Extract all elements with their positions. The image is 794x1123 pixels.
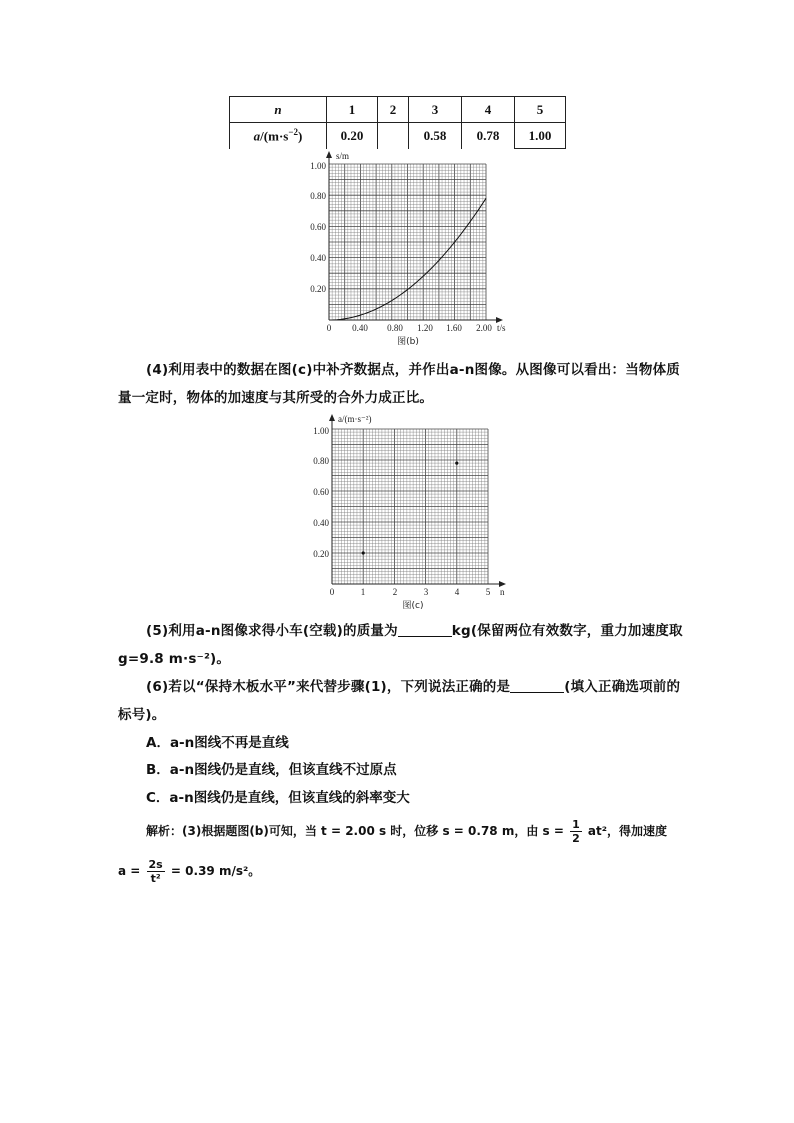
table-cell: 0.20 (327, 123, 378, 149)
x-tick-label: 2 (392, 587, 398, 597)
x-tick-label: 1.60 (446, 323, 462, 333)
answer-blank-5[interactable] (398, 622, 452, 637)
y-tick-label: 0.60 (313, 487, 329, 497)
y-tick-labels (313, 426, 329, 559)
x-axis-label: n (500, 587, 505, 597)
option-c: C．a-n图线仍是直线，但该直线的斜率变大 (146, 790, 410, 806)
x-tick-label: 3 (423, 587, 429, 597)
solution-line-2 (118, 858, 260, 885)
table-header-cell: 1 (327, 97, 378, 123)
table-header-cell: 3 (409, 97, 462, 123)
x-tick-labels (327, 323, 493, 333)
row-label-var: a (253, 128, 261, 144)
paragraph-4: (4)利用表中的数据在图(c)中补齐数据点，并作出a-n图像。从图像可以看出：当物体质量一定时，物体的加速度与其所受的合外力成正比。 (118, 362, 680, 406)
table-header-cell: n (230, 97, 327, 123)
figure-c-chart (300, 412, 530, 614)
p5-text-a: (5)利用a-n图像求得小车(空载)的质量为 (146, 623, 398, 639)
y-tick-label: 0.60 (310, 222, 326, 232)
x-tick-label: 0 (329, 587, 335, 597)
y-axis-label: s/m (336, 151, 350, 161)
x-tick-labels (330, 587, 491, 597)
figure-b-caption: 图(b) (397, 337, 419, 347)
answer-blank-6[interactable] (510, 678, 564, 693)
y-axis-arrow-icon (329, 414, 335, 421)
row-label-close: ) (297, 128, 303, 144)
x-axis-label: t/s (497, 323, 506, 333)
table-header-cell: 5 (515, 97, 566, 123)
data-table (229, 96, 566, 149)
fraction-2s-t2 (147, 858, 165, 885)
row-label-unit: /(m·s (260, 128, 289, 144)
table-header-cell: 2 (378, 97, 409, 123)
y-axis-label: a/(m·s⁻²) (338, 414, 372, 424)
table-cell: 0.58 (409, 123, 462, 149)
fraction-half (570, 818, 582, 845)
y-tick-label: 1.00 (313, 426, 329, 436)
x-tick-label: 1 (360, 587, 366, 597)
fraction-denominator: t² (150, 872, 161, 885)
fraction-numerator: 1 (572, 818, 580, 831)
y-axis-arrow-icon (326, 151, 332, 158)
option-a: A．a-n图线不再是直线 (146, 735, 289, 751)
y-tick-label: 0.20 (313, 549, 329, 559)
table-row-label (230, 123, 327, 149)
x-tick-label: 0.40 (352, 323, 368, 333)
sol1-text-a: 解析：(3)根据题图(b)可知，当 t = 2.00 s 时，位移 s = 0.78 m，由 s = (146, 824, 564, 838)
sol2-text-b: = 0.39 m/s²。 (170, 864, 261, 878)
option-b: B．a-n图线仍是直线，但该直线不过原点 (146, 762, 397, 778)
data-point (362, 551, 365, 554)
y-tick-labels (310, 161, 326, 294)
p5-text-b: kg(保留两位有效数字，重力加速度取g=9.8 m·s⁻²)。 (118, 623, 683, 667)
row-label-exp: −2 (288, 127, 298, 138)
x-tick-label: 4 (454, 587, 460, 597)
figure-b-grid (329, 164, 486, 320)
table-cell (378, 123, 409, 149)
y-tick-label: 1.00 (310, 161, 326, 171)
sol1-text-b: at²，得加速度 (587, 824, 668, 838)
y-tick-label: 0.80 (313, 456, 329, 466)
p6-text-a: (6)若以“保持木板水平”来代替步骤(1)，下列说法正确的是 (146, 679, 511, 695)
solution-line-1 (146, 818, 667, 845)
x-tick-label: 0 (326, 323, 332, 333)
y-tick-label: 0.20 (310, 284, 326, 294)
x-tick-label: 0.80 (387, 323, 403, 333)
fraction-denominator: 2 (572, 832, 580, 845)
table-cell: 0.78 (462, 123, 515, 149)
x-tick-label: 2.00 (476, 323, 492, 333)
y-tick-label: 0.40 (313, 518, 329, 528)
sol2-text-a: a = (118, 864, 141, 878)
table-row (230, 123, 566, 149)
table-cell: 1.00 (515, 123, 566, 149)
figure-b-chart (300, 150, 530, 350)
x-tick-label: 1.20 (417, 323, 433, 333)
x-tick-label: 5 (485, 587, 491, 597)
figure-c-grid (332, 429, 488, 584)
data-point (455, 462, 458, 465)
p6-text-b: (填入正确选项前的标号)。 (118, 679, 681, 723)
paragraph-5 (118, 617, 683, 673)
table-header-row (230, 97, 566, 123)
fraction-numerator: 2s (148, 858, 163, 871)
figure-c-caption: 图(c) (402, 601, 424, 611)
y-tick-label: 0.80 (310, 191, 326, 201)
table-header-cell: 4 (462, 97, 515, 123)
paragraph-6 (118, 673, 683, 729)
y-tick-label: 0.40 (310, 253, 326, 263)
